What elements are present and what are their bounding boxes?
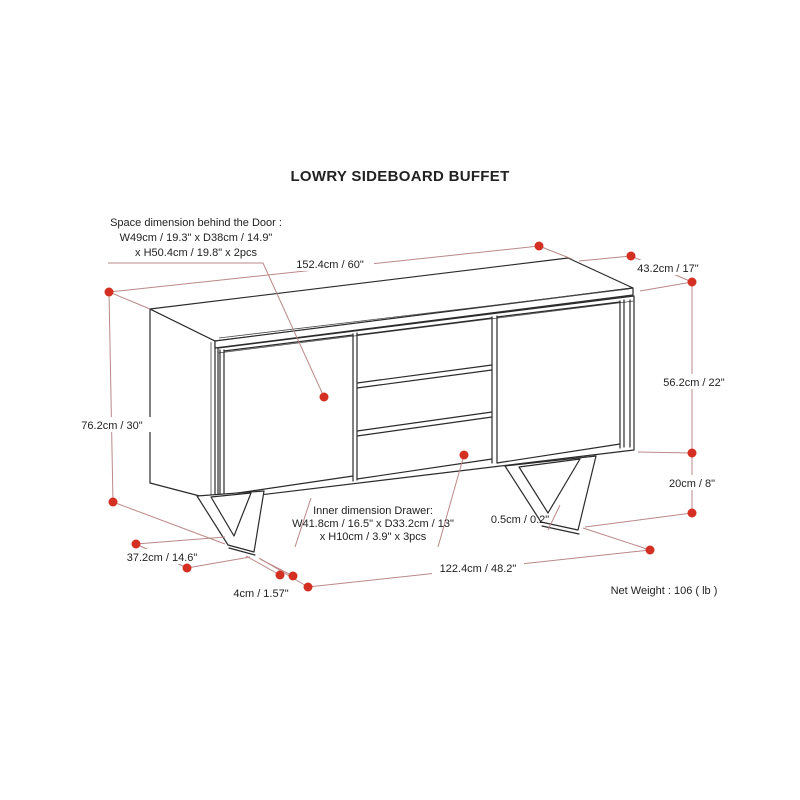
leader-depth-back (579, 256, 631, 261)
marker-dot (688, 449, 697, 458)
leader-leg-depth-back (136, 537, 225, 544)
marker-dot (627, 252, 636, 261)
leader-foot-width-a (246, 556, 280, 575)
marker-dot (276, 571, 285, 580)
dim-depth-top-label: 43.2cm / 17" (637, 263, 699, 275)
drawer-note-line3: x H10cm / 3.9" x 3pcs (319, 531, 427, 543)
door-note-line3: x H50.4cm / 19.8" x 2pcs (135, 247, 257, 259)
marker-dot (304, 583, 313, 592)
marker-dot (109, 498, 118, 507)
dim-total-height-label: 76.2cm / 30" (81, 420, 143, 432)
marker-dot (688, 278, 697, 287)
drawer-note-line1: Inner dimension Drawer: (313, 505, 433, 517)
marker-dot (460, 451, 469, 460)
marker-dot (183, 564, 192, 573)
leader-depth-front (640, 282, 692, 291)
marker-dot (688, 509, 697, 518)
dim-leg-height-label: 20cm / 8" (668, 478, 716, 490)
dim-foot-width-label: 4cm / 1.57" (233, 588, 289, 600)
leader-body-bottom (638, 452, 692, 453)
net-weight-label: Net Weight : 106 ( lb ) (610, 585, 718, 597)
dim-body-height-label: 56.2cm / 22" (663, 377, 725, 389)
dim-line-total-height (109, 292, 113, 502)
leader-width-left (109, 292, 150, 309)
dim-metal-thickness-label: 0.5cm / 0.2" (490, 514, 550, 526)
leader-leg-span-right (583, 528, 650, 550)
leader-width-right (539, 246, 572, 259)
marker-dot (320, 393, 329, 402)
marker-dot (289, 572, 298, 581)
door-note-line1: Space dimension behind the Door : (110, 217, 282, 229)
door-note-line2: W49cm / 19.3" x D38cm / 14.9" (119, 232, 273, 244)
leader-floor-right (585, 513, 692, 527)
marker-dot (535, 242, 544, 251)
cabinet-left-panel (150, 309, 215, 500)
dim-leg-span-label: 122.4cm / 48.2" (439, 563, 517, 575)
marker-dot (105, 288, 114, 297)
drawer-note-line2: W41.8cm / 16.5" x D33.2cm / 13" (292, 518, 454, 530)
marker-dot (646, 546, 655, 555)
dim-leg-depth-label: 37.2cm / 14.6" (126, 552, 198, 564)
marker-dot (132, 540, 141, 549)
dim-width-top-label: 152.4cm / 60" (296, 259, 364, 271)
page-title: LOWRY SIDEBOARD BUFFET (290, 168, 510, 185)
